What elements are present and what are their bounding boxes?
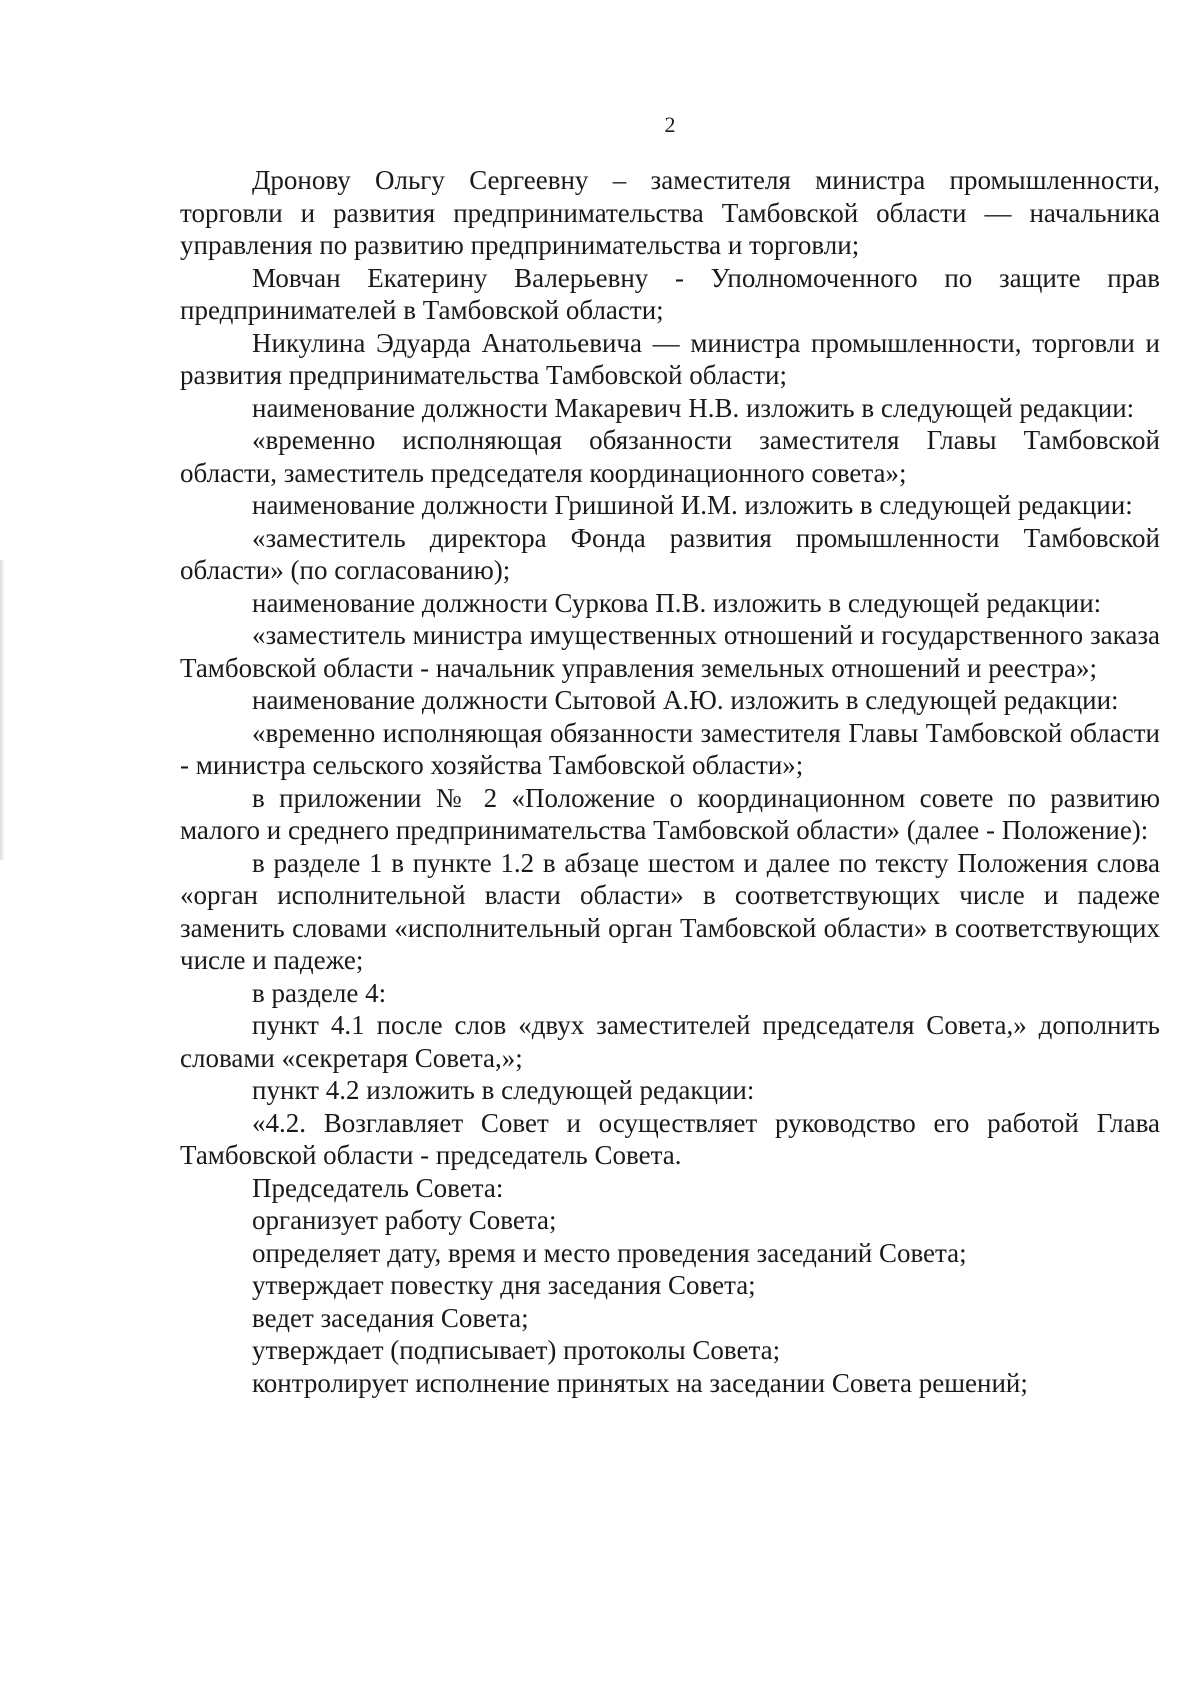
paragraph: «временно исполняющая обязанности заместителя Главы Тамбовской области, заместитель председателя координационного совета»; xyxy=(180,425,1160,488)
paragraph: наименование должности Суркова П.В. изложить в следующей редакции: xyxy=(252,587,1102,618)
paragraph: в разделе 1 в пункте 1.2 в абзаце шестом и далее по тексту Положения слова «орган исполнительной власти области» в соответствующих числе и падеже заменить словами «исполнительный орган Тамбовской области» в соответствующих числе и падеже; xyxy=(180,847,1160,975)
page-number: 2 xyxy=(664,112,676,137)
paragraph: ведет заседания Совета; xyxy=(252,1302,529,1333)
paragraph: Председатель Совета: xyxy=(252,1172,504,1203)
paragraph: «заместитель директора Фонда развития промышленности Тамбовской области» (по согласованию); xyxy=(180,522,1160,585)
paragraph: в разделе 4: xyxy=(252,977,387,1008)
scan-edge-shadow xyxy=(0,560,5,860)
paragraph: Дронову Ольгу Сергеевну – заместителя министра промышленности, торговли и развития предпринимательства Тамбовской области — начальника управления по развитию предпринимательства и торговли; xyxy=(180,165,1160,260)
paragraph: «заместитель министра имущественных отношений и государственного заказа Тамбовской области - начальник управления земельных отношений и реестра»; xyxy=(180,620,1160,683)
paragraph: контролирует исполнение принятых на заседании Совета решений; xyxy=(252,1367,1028,1398)
paragraph: «временно исполняющая обязанности заместителя Главы Тамбовской области - министра сельского хозяйства Тамбовской области»; xyxy=(180,717,1160,780)
paragraph: пункт 4.1 после слов «двух заместителей председателя Совета,» дополнить словами «секретаря Совета,»; xyxy=(180,1010,1160,1073)
paragraph: Никулина Эдуарда Анатольевича — министра промышленности, торговли и развития предпринимательства Тамбовской области; xyxy=(180,327,1160,390)
paragraph: «4.2. Возглавляет Совет и осуществляет руководство его работой Глава Тамбовской области - председатель Совета. xyxy=(180,1107,1160,1170)
paragraph: пункт 4.2 изложить в следующей редакции: xyxy=(252,1075,755,1105)
paragraph: определяет дату, время и место проведения заседаний Совета; xyxy=(252,1237,967,1268)
document-body xyxy=(180,164,1160,1399)
paragraph: утверждает (подписывает) протоколы Совета; xyxy=(252,1335,781,1365)
paragraph: организует работу Совета; xyxy=(252,1205,557,1235)
paragraph: Мовчан Екатерину Валерьевну - Уполномоченного по защите прав предпринимателей в Тамбовской области; xyxy=(180,262,1160,325)
paragraph: наименование должности Гришиной И.М. изложить в следующей редакции: xyxy=(252,490,1133,520)
paragraph: в приложении № 2 «Положение о координационном совете по развитию малого и среднего предпринимательства Тамбовской области» (далее - Положение): xyxy=(180,782,1160,845)
paragraph: наименование должности Макаревич Н.В. изложить в следующей редакции: xyxy=(252,392,1135,423)
paragraph: утверждает повестку дня заседания Совета; xyxy=(252,1270,756,1300)
paragraph: наименование должности Сытовой А.Ю. изложить в следующей редакции: xyxy=(252,685,1119,715)
